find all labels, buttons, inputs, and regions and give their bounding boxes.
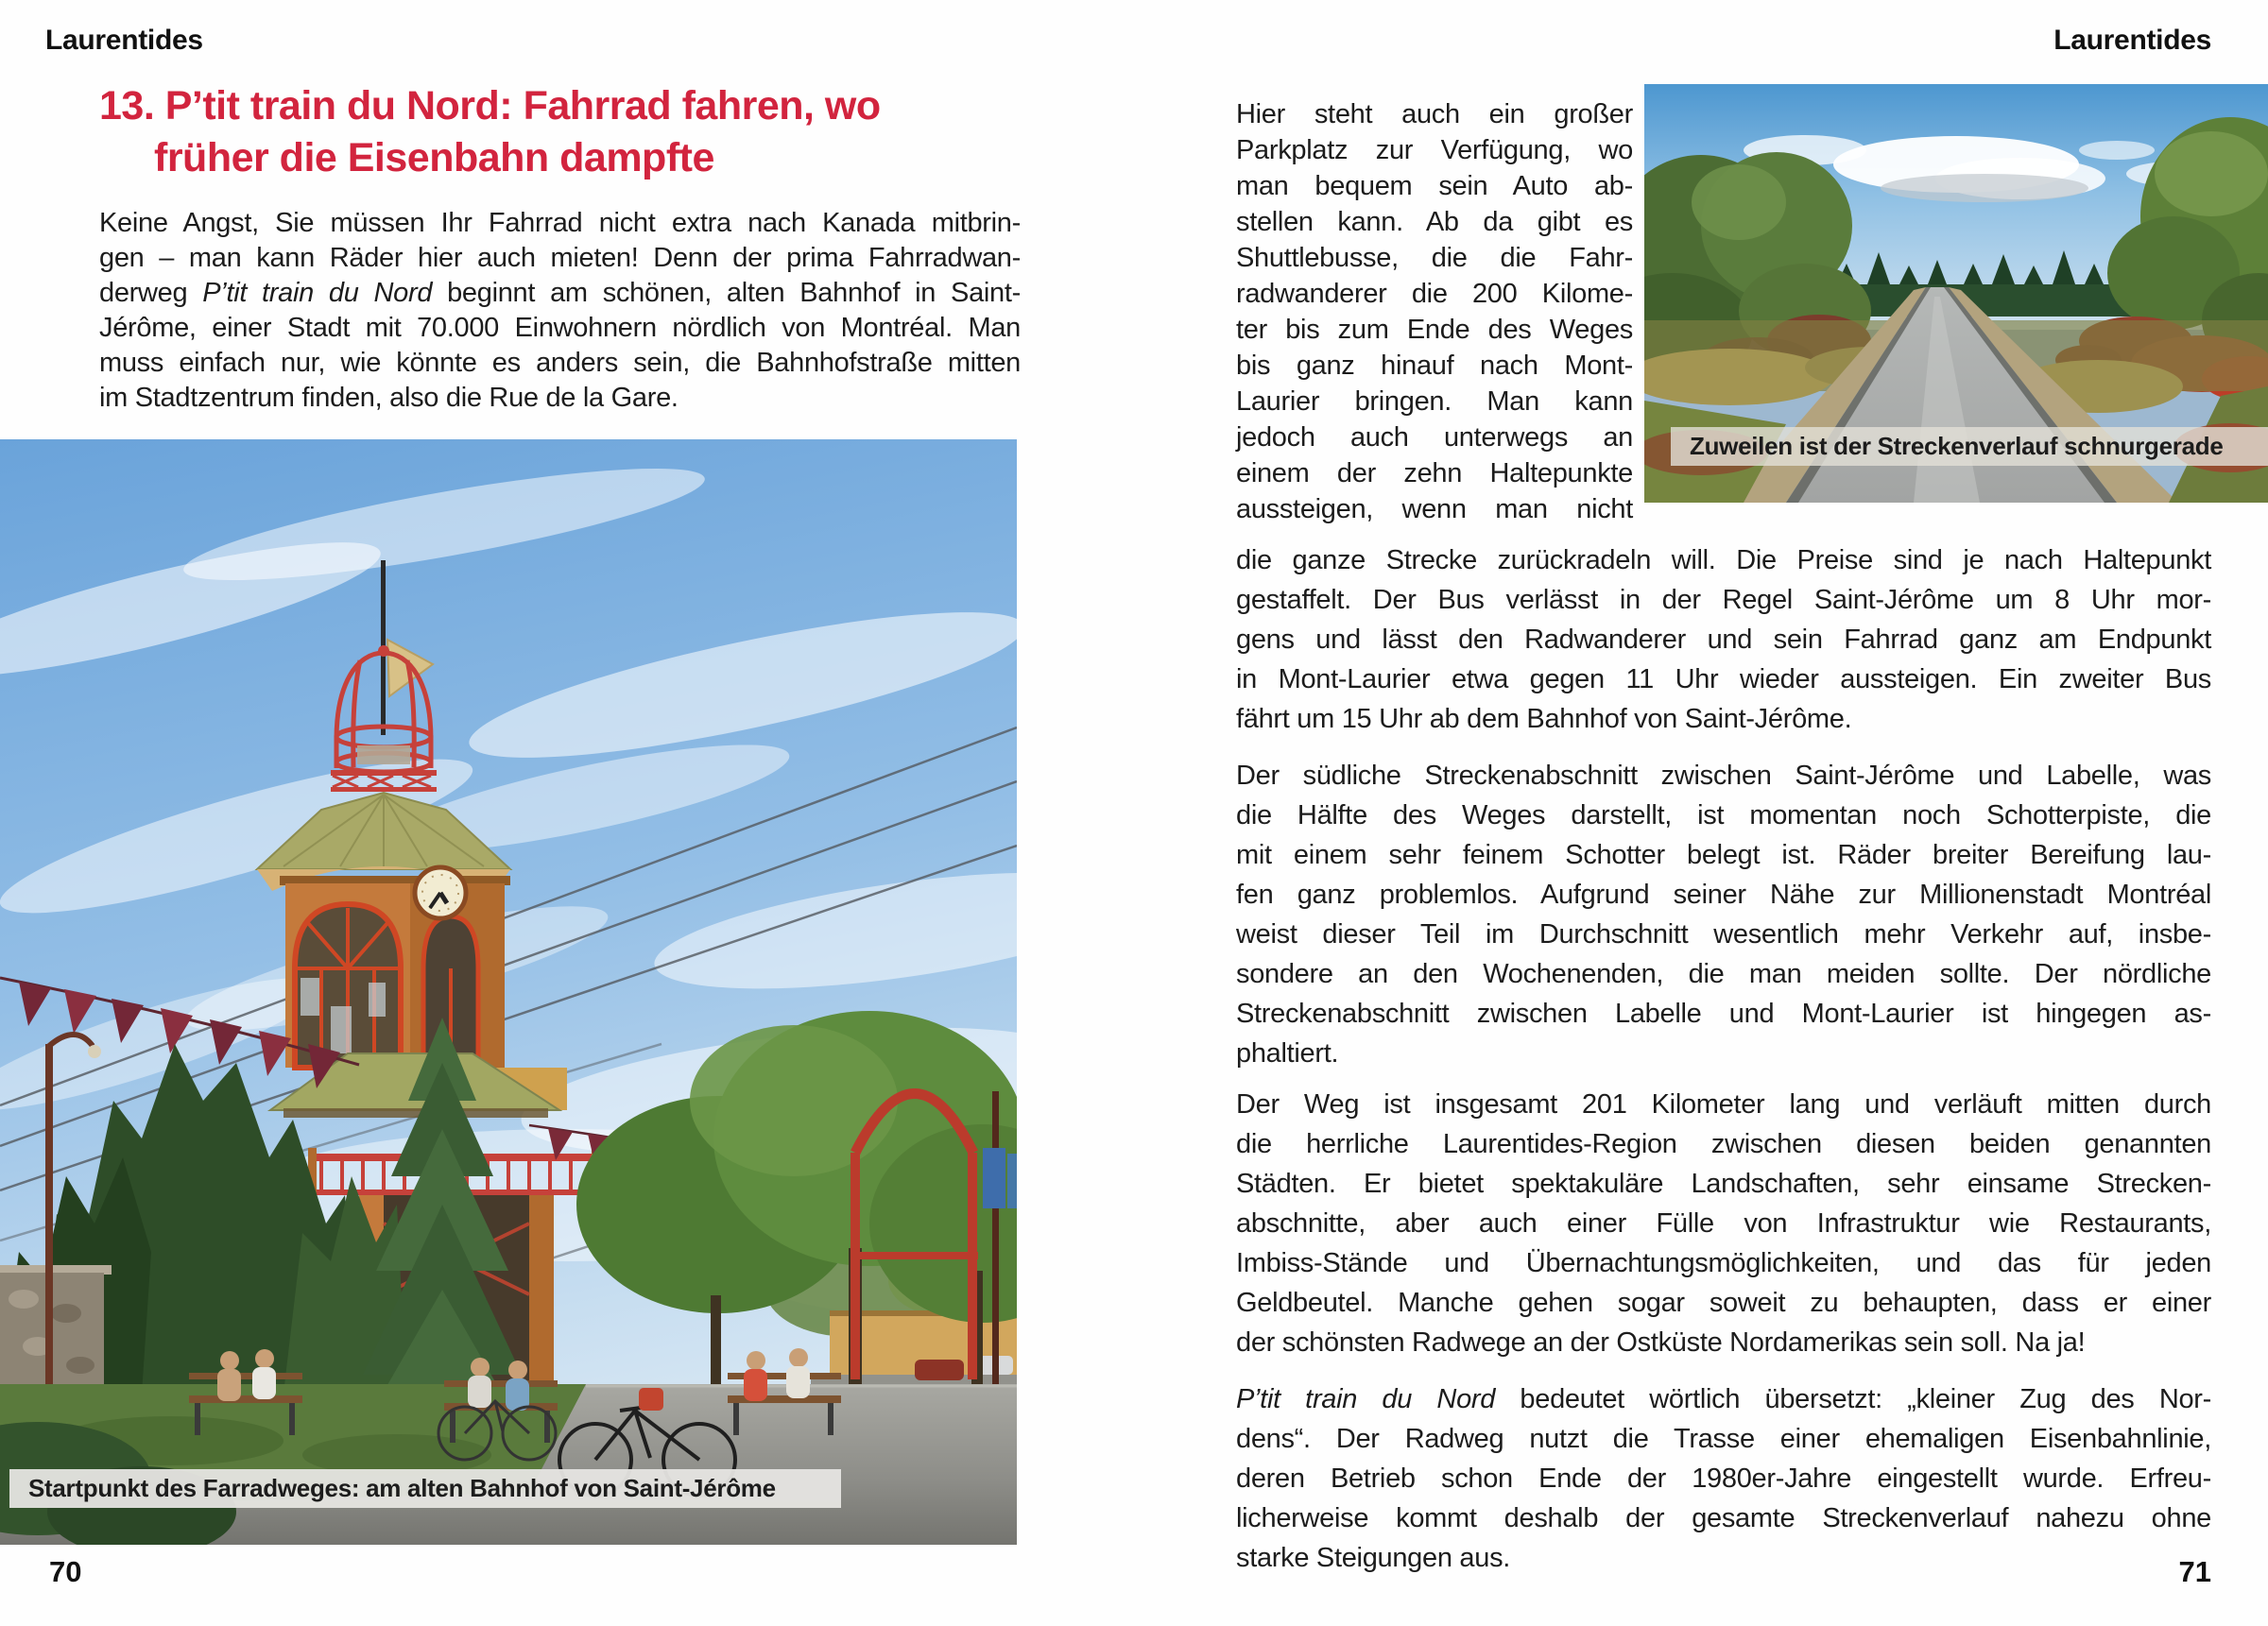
text-line: derweg P’tit train du Nord beginnt am schönen, alten Bahnhof in Saint-	[99, 278, 1022, 308]
text-line: bis ganz hinauf nach Mont-	[1236, 351, 1633, 381]
text-line: Städten. Er bietet spektakuläre Landschaften, sehr einsame Strecken-	[1236, 1169, 2211, 1199]
text-line: deren Betrieb schon Ende der 1980er-Jahre eingestellt wurde. Erfreu-	[1236, 1463, 2211, 1494]
text-line: weist dieser Teil im Durchschnitt wesentlich mehr Verkehr auf, insbe-	[1236, 919, 2211, 950]
text-line: fen ganz problemlos. Aufgrund seiner Nähe zur Millionenstadt Montréal	[1236, 880, 2211, 910]
text-line: Der südliche Streckenabschnitt zwischen Saint-Jérôme und Labelle, was	[1236, 761, 2211, 791]
text-line: man bequem sein Auto ab-	[1236, 171, 1633, 201]
station-clock-tower-photo	[0, 439, 1017, 1545]
photo-caption-right: Zuweilen ist der Streckenverlauf schnurgerade	[1671, 427, 2268, 466]
text-line: im Stadtzentrum finden, also die Rue de la Gare.	[99, 383, 679, 413]
text-line: Geldbeutel. Manche gehen sogar soweit zu behaupten, dass er einer	[1236, 1288, 2211, 1318]
text-line: sondere an den Wochenenden, die man meiden sollte. Der nördliche	[1236, 959, 2211, 989]
text-line: stellen kann. Ab da gibt es	[1236, 207, 1633, 237]
page-number-left: 70	[49, 1555, 82, 1588]
text-line: fährt um 15 Uhr ab dem Bahnhof von Saint-Jérôme.	[1236, 704, 1852, 734]
text-line: Shuttlebusse, die die Fahr-	[1236, 243, 1633, 273]
text-line: P’tit train du Nord bedeutet wörtlich übersetzt: „kleiner Zug des Nor-	[1236, 1384, 2212, 1414]
paragraph1-narrow-column	[1236, 96, 1633, 527]
text-line: ter bis zum Ende des Weges	[1236, 315, 1633, 345]
text-line: Parkplatz zur Verfügung, wo	[1236, 135, 1633, 165]
text-line: gens und lässt den Radwanderer und sein Fahrrad ganz am Endpunkt	[1236, 625, 2211, 655]
intro-paragraph	[99, 206, 1021, 416]
text-line: muss einfach nur, wie könnte es anders sein, die Bahnhofstraße mitten	[99, 348, 1021, 378]
text-line: in Mont-Laurier etwa gegen 11 Uhr wieder aussteigen. Ein zweiter Bus	[1236, 664, 2211, 694]
running-header-left: Laurentides	[45, 25, 203, 56]
text-line: die ganze Strecke zurückradeln will. Die Preise sind je nach Haltepunkt	[1236, 545, 2211, 575]
text-line: die Hälfte des Weges darstellt, ist momentan noch Schotterpiste, die	[1236, 800, 2211, 830]
text-line: Streckenabschnitt zwischen Labelle und Mont-Laurier ist hingegen as-	[1236, 999, 2211, 1029]
chapter-title-line1: 13. P’tit train du Nord: Fahrrad fahren, wo	[99, 83, 881, 128]
text-line: licherweise kommt deshalb der gesamte Streckenverlauf nahezu ohne	[1236, 1503, 2211, 1533]
photo-caption-left: Startpunkt des Farradweges: am alten Bahnhof von Saint-Jérôme	[9, 1469, 841, 1508]
text-line: jedoch auch unterwegs an	[1236, 422, 1633, 453]
page-number-right: 71	[2178, 1555, 2211, 1588]
text-line: gen – man kann Räder hier auch mieten! Denn der prima Fahrradwan-	[99, 243, 1021, 273]
text-line: Laurier bringen. Man kann	[1236, 386, 1633, 417]
station-photo-art	[0, 439, 1017, 1545]
text-line: einem der zehn Haltepunkte	[1236, 458, 1633, 488]
paragraph3	[1236, 1085, 2211, 1362]
text-line: starke Steigungen aus.	[1236, 1543, 1511, 1573]
text-line: abschnitte, aber auch einer Fülle von Infrastruktur wie Restaurants,	[1236, 1208, 2211, 1239]
text-line: radwanderer die 200 Kilome-	[1236, 279, 1633, 309]
running-header-right: Laurentides	[2053, 25, 2211, 56]
text-line: Imbiss-Stände und Übernachtungsmöglichkeiten, und das für jeden	[1236, 1248, 2211, 1278]
text-line: phaltiert.	[1236, 1038, 1339, 1069]
chapter-title-line2: früher die Eisenbahn dampfte	[154, 135, 714, 180]
text-line: Jérôme, einer Stadt mit 70.000 Einwohnern nördlich von Montréal. Man	[99, 313, 1021, 343]
text-line: Der Weg ist insgesamt 201 Kilometer lang und verläuft mitten durch	[1236, 1089, 2211, 1120]
text-line: mit einem sehr feinem Schotter belegt ist. Räder breiter Bereifung lau-	[1236, 840, 2211, 870]
text-line: gestaffelt. Der Bus verlässt in der Regel Saint-Jérôme um 8 Uhr mor-	[1236, 585, 2211, 615]
text-line: der schönsten Radwege an der Ostküste Nordamerikas sein soll. Na ja!	[1236, 1327, 2086, 1358]
text-line: Keine Angst, Sie müssen Ihr Fahrrad nicht extra nach Kanada mitbrin-	[99, 208, 1021, 238]
text-line: die herrliche Laurentides-Region zwischen diesen beiden genannten	[1236, 1129, 2211, 1159]
paragraph1-wide	[1236, 540, 2211, 739]
text-line: Hier steht auch ein großer	[1236, 99, 1633, 129]
text-line: dens“. Der Radweg nutzt die Trasse einer ehemaligen Eisenbahnlinie,	[1236, 1424, 2211, 1454]
paragraph4	[1236, 1379, 2211, 1578]
paragraph2	[1236, 756, 2211, 1073]
text-line: aussteigen, wenn man nicht	[1236, 494, 1633, 524]
